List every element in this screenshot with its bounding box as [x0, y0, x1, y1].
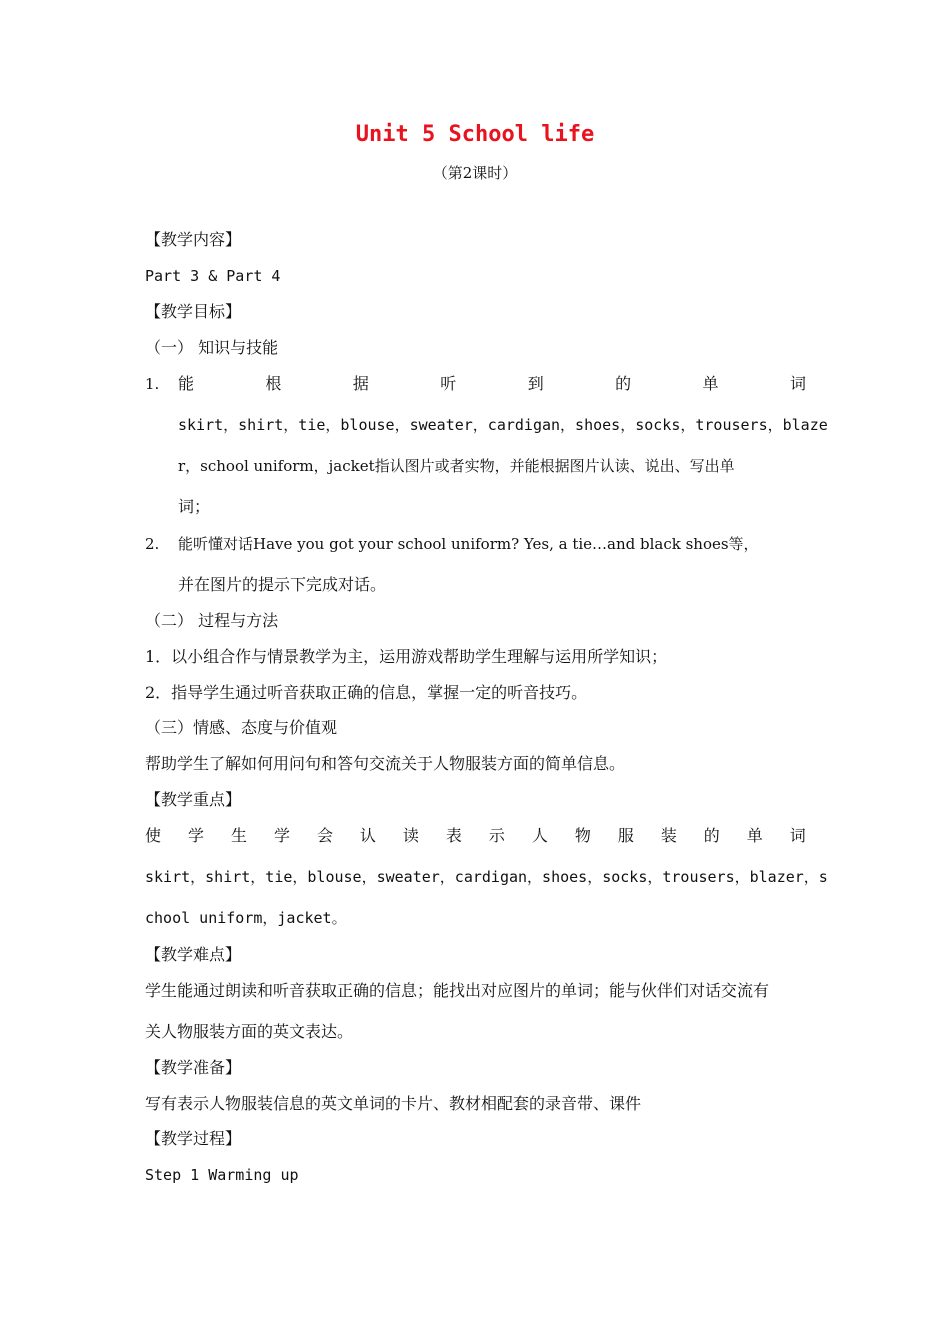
goal-2-item-1: 1．以小组合作与情景教学为主，运用游戏帮助学生理解与运用所学知识； — [145, 647, 668, 666]
heading-teaching-content: 【教学内容】 — [145, 230, 242, 249]
goal-2-heading: （二） 过程与方法 — [145, 611, 279, 630]
key-points-char: 生 — [230, 826, 247, 845]
key-points-line-2: skirt，shirt，tie，blouse，sweater，cardigan，shoes，socks，trousers，blazer，s — [145, 868, 828, 886]
difficult-points-line-1: 学生能通过朗读和听音获取正确的信息；能找出对应图片的单词；能与伙伴们对话交流有 — [145, 981, 770, 1000]
difficult-points-line-2: 关人物服装方面的英文表达。 — [145, 1022, 354, 1041]
heading-teaching-process: 【教学过程】 — [145, 1129, 242, 1148]
teaching-content-text: Part 3 & Part 4 — [145, 267, 281, 285]
item-1-char: 的 — [615, 374, 632, 393]
heading-difficult-points: 【教学难点】 — [145, 945, 242, 964]
heading-key-points: 【教学重点】 — [145, 790, 242, 809]
preparation-text: 写有表示人物服装信息的英文单词的卡片、教材相配套的录音带、课件 — [145, 1094, 642, 1113]
item-1-line-3: r，school uniform，jacket指认图片或者实物，并能根据图片认读、说出、写出单 — [178, 457, 735, 475]
key-points-char: 单 — [746, 826, 763, 845]
document-subtitle: （第2课时） — [432, 164, 518, 182]
goal-3-heading: （三）情感、态度与价值观 — [145, 718, 338, 737]
key-points-char: 读 — [402, 826, 419, 845]
key-points-char: 使 — [145, 826, 162, 845]
item-1-line-4: 词； — [178, 497, 211, 516]
item-1-char: 据 — [352, 374, 369, 393]
step-1-warming-up: Step 1 Warming up — [145, 1166, 299, 1184]
key-points-char: 服 — [617, 826, 634, 845]
item-2-line-1: 能听懂对话Have you got your school uniform? Yes, a tie…and black shoes等， — [178, 535, 759, 553]
heading-preparation: 【教学准备】 — [145, 1058, 242, 1077]
key-points-char: 物 — [574, 826, 591, 845]
key-points-char: 人 — [531, 826, 548, 845]
item-1-char: 到 — [527, 374, 544, 393]
key-points-char: 学 — [187, 826, 204, 845]
key-points-first-line — [145, 825, 806, 847]
key-points-char: 词 — [789, 826, 806, 845]
key-points-char: 认 — [359, 826, 376, 845]
item-2-number: 2. — [145, 535, 160, 553]
item-1-char: 词 — [789, 374, 806, 393]
key-points-char: 示 — [488, 826, 505, 845]
goal-2-item-2: 2．指导学生通过听音获取正确的信息，掌握一定的听音技巧。 — [145, 683, 588, 702]
item-1-char: 单 — [702, 374, 719, 393]
key-points-char: 的 — [703, 826, 720, 845]
item-1-char: 听 — [440, 374, 457, 393]
item-1-line-2: skirt，shirt，tie，blouse，sweater，cardigan，shoes，socks，trousers，blaze — [178, 416, 828, 434]
key-points-char: 装 — [660, 826, 677, 845]
item-2-line-2: 并在图片的提示下完成对话。 — [178, 575, 387, 594]
heading-teaching-goals: 【教学目标】 — [145, 302, 242, 321]
document-title: Unit 5 School life — [355, 122, 595, 147]
key-points-line-3: chool uniform，jacket。 — [145, 909, 347, 927]
item-1-number: 1. — [145, 375, 160, 393]
goal-1-heading: （一） 知识与技能 — [145, 338, 279, 357]
item-1-first-line — [178, 373, 806, 395]
goal-3-text: 帮助学生了解如何用问句和答句交流关于人物服装方面的简单信息。 — [145, 754, 626, 773]
item-1-char: 能 — [178, 374, 195, 393]
key-points-char: 会 — [316, 826, 333, 845]
key-points-char: 表 — [445, 826, 462, 845]
key-points-char: 学 — [273, 826, 290, 845]
item-1-char: 根 — [265, 374, 282, 393]
